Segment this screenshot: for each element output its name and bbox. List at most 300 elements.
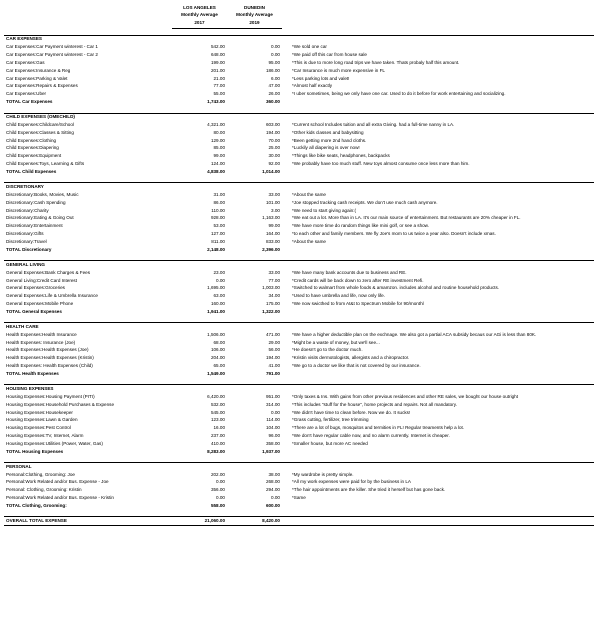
- row-note: *We have more time do random things like mini golf, or see a show.: [292, 223, 430, 229]
- row-label: Child Expenses:Childcare/School: [6, 121, 74, 127]
- table-row: [4, 269, 594, 277]
- row-note: *We sold one car: [292, 44, 327, 50]
- table-row: [4, 129, 594, 137]
- section-title-text: CAR EXPENSES: [4, 35, 172, 43]
- row-label: Housing Expenses:Utilities (Power, Water, Gas): [6, 440, 103, 446]
- section-total-row: [4, 168, 594, 176]
- row-note: *We now swicthed to from At&t to Spectrum Mobile for 90/monthl: [292, 301, 424, 307]
- header-dunedin-subtitle: Monthly Average: [236, 12, 273, 18]
- row-gap: [282, 75, 290, 83]
- total-note: [290, 502, 594, 510]
- row-label: Housing Expenses:Pest Control: [6, 425, 71, 431]
- total-gap: [282, 246, 290, 254]
- row-la-value: 21.00: [213, 75, 225, 81]
- section-note-blank: [290, 113, 594, 121]
- row-gap: [282, 401, 290, 409]
- section-dn-blank: [227, 323, 282, 331]
- table-row: [4, 153, 594, 161]
- row-gap: [282, 479, 290, 487]
- row-label: Personal:Work Related and/or Bus. Expense - Joe: [6, 479, 109, 485]
- section-header-discretionary: [4, 183, 594, 191]
- section-dn-blank: [227, 463, 282, 471]
- row-label: Health Expenses: Health Expenses (Child): [6, 363, 93, 369]
- row-label: Discretionary:Entertainment: [6, 223, 63, 229]
- row-dn-value: 0.00: [271, 495, 280, 501]
- row-dn-value: 3.00: [271, 207, 280, 213]
- total-dn-value: 1,937.00: [262, 448, 280, 454]
- table-row: [4, 440, 594, 448]
- grand-total-la-value: 21,060.00: [172, 517, 227, 526]
- table-row: [4, 277, 594, 285]
- row-note: *We go to a doctor we like that is not covered by our insurance.: [292, 363, 421, 369]
- row-note: *Grass cutting, fertilizer, tree trimming: [292, 417, 369, 423]
- row-dn-value: 99.00: [268, 223, 280, 229]
- row-note: *We have a higher deductible plan on the exchnage. We also got a partial ACA subsidy becaus our AGi is less than 80K.: [292, 331, 537, 337]
- row-la-value: 80.00: [213, 129, 225, 135]
- row-note: *Less parking lots and valet!: [292, 75, 350, 81]
- row-dn-value: 34.00: [268, 293, 280, 299]
- row-note: *All my work expenses were paid for by the business in LA: [292, 479, 411, 485]
- total-label: TOTAL General Expenses: [6, 308, 62, 314]
- row-dn-value: 268.00: [265, 479, 280, 485]
- row-label: General Living:Credit Card Interest: [6, 277, 77, 283]
- row-note: *Used to have umbrella and life, now only life.: [292, 293, 385, 299]
- table-row: [4, 471, 594, 479]
- row-gap: [282, 67, 290, 75]
- table-row: [4, 487, 594, 495]
- row-label: Car Expenses:Uber: [6, 91, 47, 97]
- row-la-value: 1,506.00: [207, 331, 225, 337]
- total-dn-value: 2,396.00: [262, 246, 280, 252]
- section-dn-blank: [227, 261, 282, 269]
- row-label: Car Expenses:Parking & Valet: [6, 75, 68, 81]
- section-total-row: [4, 370, 594, 378]
- row-dn-value: 186.00: [265, 67, 280, 73]
- total-la-value: 558.00: [210, 503, 225, 508]
- section-note-blank: [290, 261, 594, 269]
- row-label: General Expenses:Life & Umbrella Insurance: [6, 293, 98, 299]
- row-note: *About the same: [292, 238, 326, 244]
- header-sub-blank: [4, 12, 172, 20]
- section-note-blank: [290, 183, 594, 191]
- row-label: Car Expenses:Insurance & Reg: [6, 67, 71, 73]
- section-la-blank: [172, 35, 227, 43]
- row-gap: [282, 355, 290, 363]
- spacer-row: [4, 510, 594, 517]
- header-gap-2: [282, 12, 290, 20]
- row-la-value: 1,695.00: [207, 285, 225, 291]
- row-gap: [282, 440, 290, 448]
- row-dn-value: 95.00: [268, 59, 280, 65]
- table-row: [4, 401, 594, 409]
- row-gap: [282, 425, 290, 433]
- row-label: Car Expenses:Gas: [6, 59, 45, 65]
- section-dn-blank: [227, 35, 282, 43]
- row-dn-value: 0.00: [271, 44, 280, 50]
- row-dn-value: 92.00: [268, 161, 280, 167]
- section-gap: [282, 183, 290, 191]
- row-dn-value: 194.00: [265, 355, 280, 361]
- row-dn-value: 26.00: [268, 91, 280, 97]
- section-total-row: [4, 98, 594, 106]
- total-gap: [282, 308, 290, 316]
- table-row: [4, 231, 594, 239]
- row-note: *We didn't have time to clean before. Now we do. It sucks!: [292, 409, 411, 415]
- total-la-value: 8,283.00: [207, 448, 225, 454]
- table-row: [4, 161, 594, 169]
- row-la-value: 532.00: [210, 401, 225, 407]
- total-note: [290, 448, 594, 456]
- section-title-text: HOUSING EXPENSES: [4, 385, 172, 393]
- row-label: Car Expenses:Car Payment winterest - Car 1: [6, 44, 98, 50]
- row-gap: [282, 432, 290, 440]
- row-gap: [282, 199, 290, 207]
- section-note-blank: [290, 35, 594, 43]
- row-la-value: 199.00: [210, 59, 225, 65]
- row-label: Personal:Clothing, Grooming: Joe: [6, 471, 75, 477]
- table-row: [4, 199, 594, 207]
- row-la-value: 85.00: [213, 145, 225, 151]
- row-la-value: 201.00: [210, 67, 225, 73]
- row-note: *Credit cards will be back down to zero after RE investment Refi.: [292, 277, 424, 283]
- row-dn-value: 314.00: [265, 401, 280, 407]
- row-dn-value: 47.00: [268, 83, 280, 89]
- row-gap: [282, 51, 290, 59]
- row-la-value: 356.00: [210, 487, 225, 493]
- row-la-value: 53.00: [213, 223, 225, 229]
- row-la-value: 0.00: [216, 495, 225, 501]
- grand-total-dn-value: 8,420.00: [227, 517, 282, 526]
- row-gap: [282, 269, 290, 277]
- section-total-row: [4, 246, 594, 254]
- row-note: *Things like bike seats, headphones, backpacks: [292, 153, 390, 159]
- total-label: TOTAL Clothing, Grooming:: [6, 503, 67, 508]
- total-note: [290, 168, 594, 176]
- row-label: Discretionary:Cash Spending: [6, 199, 66, 205]
- section-la-blank: [172, 323, 227, 331]
- row-label: Health Expenses:Health Insurance: [6, 331, 77, 337]
- row-gap: [282, 339, 290, 347]
- row-gap: [282, 331, 290, 339]
- table-row: [4, 425, 594, 433]
- row-note: *Might be a waste of money, but we'll see...: [292, 339, 380, 345]
- row-label: Discretionary:Travel: [6, 238, 47, 244]
- section-dn-blank: [227, 183, 282, 191]
- row-dn-value: 358.00: [265, 440, 280, 446]
- table-row: [4, 355, 594, 363]
- row-gap: [282, 293, 290, 301]
- spacer-cell: [4, 28, 594, 35]
- row-label: Child Expenses:Clothing: [6, 137, 57, 143]
- section-la-blank: [172, 183, 227, 191]
- row-note: *We eat out a lot. More than in LA. It's our main source of entertainment. But restaurants are 20% cheaper in FL.: [292, 215, 521, 221]
- row-label: General Expenses:Bank Charges & Fees: [6, 269, 91, 275]
- row-label: Discretionary:Eating & Going Out: [6, 215, 74, 221]
- table-row: [4, 238, 594, 246]
- row-label: Car Expenses:Repairs & Expenses: [6, 83, 78, 89]
- row-note: *Only taxes & Ins. With gains from other previous residences and other RE sales, we bought our house outright: [292, 393, 518, 399]
- row-note: *We probably have too much stuff. New toys almost consume once less more than him.: [292, 161, 470, 167]
- row-note: *There are a lot of bugs, mosquitos and termities in FL! Regular treaments help a lot.: [292, 425, 465, 431]
- section-header-car-expenses: [4, 35, 594, 43]
- row-note: *This includes "stuff for the house", home projects and repairs. Not all mandatory.: [292, 401, 457, 407]
- spacer-cell: [4, 254, 594, 261]
- header-notes-blank-3: [290, 20, 594, 28]
- row-note: *We have many bank accounts due to business and RE.: [292, 269, 407, 275]
- section-la-blank: [172, 261, 227, 269]
- spacer-cell: [4, 106, 594, 113]
- grand-total-gap: [282, 517, 290, 526]
- total-label: TOTAL Health Expenses: [6, 370, 59, 376]
- table-row: [4, 145, 594, 153]
- row-note: *Same: [292, 495, 306, 501]
- row-dn-value: 41.00: [268, 363, 280, 369]
- table-row: [4, 215, 594, 223]
- row-dn-value: 6.00: [271, 75, 280, 81]
- row-note: *Luckily all diapering is over now!: [292, 145, 360, 151]
- row-la-value: 410.00: [210, 440, 225, 446]
- row-note: *This is due to more long road trips we have taken. Thats probaly half this amount.: [292, 59, 460, 65]
- section-la-blank: [172, 463, 227, 471]
- row-dn-value: 194.00: [265, 129, 280, 135]
- row-dn-value: 104.00: [265, 425, 280, 431]
- header-year-blank: [4, 20, 172, 28]
- row-la-value: 55.00: [213, 91, 225, 97]
- table-row: [4, 75, 594, 83]
- row-gap: [282, 495, 290, 503]
- row-la-value: 4,321.00: [207, 121, 225, 127]
- section-gap: [282, 323, 290, 331]
- table-row: [4, 59, 594, 67]
- row-gap: [282, 300, 290, 308]
- row-dn-value: 101.00: [265, 199, 280, 205]
- row-gap: [282, 231, 290, 239]
- spacer-row: [4, 176, 594, 183]
- row-note: *About the same: [292, 191, 326, 197]
- section-header-general-living: [4, 261, 594, 269]
- row-la-value: 160.00: [210, 301, 225, 307]
- row-note: *Kristin visits dermotologists, allergists and a chiropractor.: [292, 355, 410, 361]
- row-la-value: 129.00: [210, 137, 225, 143]
- row-label: Child Expenses:Diapering: [6, 145, 59, 151]
- section-title-text: DISCRETIONARY: [4, 183, 172, 191]
- total-note: [290, 246, 594, 254]
- row-la-value: 106.00: [210, 347, 225, 353]
- header-notes-blank-2: [290, 12, 594, 20]
- row-note: *Almost half exactly: [292, 83, 333, 89]
- row-label: Health Expenses:Health Expenses (Kristin): [6, 355, 94, 361]
- row-note: *I uber sometimes, being we only have one car. Used to do it before for work entertaining and socializing.: [292, 91, 506, 97]
- total-dn-value: 1,014.00: [262, 169, 280, 174]
- row-dn-value: 471.00: [265, 331, 280, 337]
- spacer-row: [4, 316, 594, 323]
- total-label: TOTAL Car Expenses: [6, 99, 53, 105]
- section-gap: [282, 35, 290, 43]
- row-label: Discretionary:Gifts: [6, 231, 44, 237]
- spacer-row: [4, 106, 594, 113]
- row-dn-value: 294.00: [265, 487, 280, 493]
- total-la-value: 1,941.00: [207, 308, 225, 314]
- row-gap: [282, 145, 290, 153]
- table-row: [4, 83, 594, 91]
- row-gap: [282, 285, 290, 293]
- budget-table: [4, 4, 594, 526]
- row-dn-value: 1,003.00: [262, 285, 280, 291]
- row-la-value: 16.00: [213, 425, 225, 431]
- row-note: *Other kids classes and babysitting: [292, 129, 364, 135]
- section-la-blank: [172, 385, 227, 393]
- table-row: [4, 137, 594, 145]
- row-la-value: 6,420.00: [207, 393, 225, 399]
- section-title-text: GENERAL LIVING: [4, 261, 172, 269]
- row-la-value: 124.00: [210, 161, 225, 167]
- total-gap: [282, 448, 290, 456]
- total-label: TOTAL Housing Expenses: [6, 448, 64, 454]
- total-gap: [282, 98, 290, 106]
- total-dn-value: 600.00: [265, 503, 280, 508]
- row-la-value: 928.00: [210, 215, 225, 221]
- table-row: [4, 44, 594, 52]
- row-dn-value: 33.00: [268, 269, 280, 275]
- row-la-value: 0.00: [216, 479, 225, 485]
- row-note: *We paid off this car from house sale: [292, 52, 367, 57]
- section-la-blank: [172, 113, 227, 121]
- table-row: [4, 51, 594, 59]
- table-row: [4, 479, 594, 487]
- row-dn-value: 1,163.00: [262, 215, 280, 221]
- table-body: [4, 4, 594, 526]
- row-label: Health Expenses: Insurance (Joe): [6, 339, 76, 345]
- row-la-value: 68.00: [213, 339, 225, 345]
- row-la-value: 202.00: [210, 471, 225, 477]
- section-dn-blank: [227, 385, 282, 393]
- header-city-dunedin: DUNEDIN: [244, 4, 265, 10]
- section-note-blank: [290, 385, 594, 393]
- header-label-blank: [4, 4, 172, 12]
- row-label: Health Expenses:Health Expenses (Joe): [6, 347, 89, 353]
- table-row: [4, 285, 594, 293]
- row-la-value: 23.00: [213, 269, 225, 275]
- total-dn-value: 360.00: [265, 99, 280, 105]
- spacer-cell: [4, 316, 594, 323]
- section-title-text: CHILD EXPENSES (OMECHILD): [4, 113, 172, 121]
- row-gap: [282, 153, 290, 161]
- section-header-housing-expenses: [4, 385, 594, 393]
- table-row: [4, 339, 594, 347]
- row-note: *Car Insurance is much more expensive in FL: [292, 67, 385, 73]
- row-gap: [282, 83, 290, 91]
- row-note: *My wardrobe is pretty simple.: [292, 471, 354, 477]
- row-label: Child Expenses:Equipment: [6, 153, 62, 159]
- row-label: General Expenses:Groceries: [6, 285, 65, 291]
- header-row-subtitle: [4, 12, 594, 20]
- row-la-value: 63.00: [213, 293, 225, 299]
- row-dn-value: 0.00: [271, 409, 280, 415]
- row-la-value: 648.00: [210, 52, 225, 57]
- section-gap: [282, 113, 290, 121]
- total-dn-value: 791.00: [265, 370, 280, 376]
- row-label: Discretionary:Books, Movies, Music: [6, 191, 79, 197]
- header-row-city: [4, 4, 594, 12]
- row-note: *Smaller house, but more AC needed: [292, 440, 368, 446]
- row-la-value: 127.00: [210, 231, 225, 237]
- total-note: [290, 98, 594, 106]
- header-la-subtitle: Monthly Average: [181, 12, 218, 18]
- section-note-blank: [290, 323, 594, 331]
- table-row: [4, 223, 594, 231]
- row-dn-value: 70.00: [268, 137, 280, 143]
- row-gap: [282, 161, 290, 169]
- spacer-row: [4, 28, 594, 35]
- row-gap: [282, 363, 290, 371]
- grand-total-label: OVERALL TOTAL EXPENSE: [4, 517, 172, 526]
- row-dn-value: 114.00: [266, 417, 280, 423]
- table-row: [4, 300, 594, 308]
- total-gap: [282, 370, 290, 378]
- row-label: Car Expenses:Car Payment winterest - Car 2: [6, 52, 98, 57]
- spacer-row: [4, 378, 594, 385]
- table-row: [4, 67, 594, 75]
- total-dn-value: 1,322.00: [262, 308, 280, 314]
- table-row: [4, 91, 594, 99]
- row-gap: [282, 191, 290, 199]
- header-gap: [282, 4, 290, 12]
- table-row: [4, 409, 594, 417]
- row-label: Housing Expenses:Housekeeper: [6, 409, 73, 415]
- row-gap: [282, 347, 290, 355]
- section-header-health-care: [4, 323, 594, 331]
- header-notes-blank: [290, 4, 594, 12]
- table-row: [4, 432, 594, 440]
- row-gap: [282, 487, 290, 495]
- row-label: Housing Expenses:Housing Payment (PITI): [6, 393, 95, 399]
- spacer-cell: [4, 378, 594, 385]
- spacer-row: [4, 254, 594, 261]
- header-gap-3: [282, 20, 290, 28]
- row-dn-value: 29.00: [268, 339, 280, 345]
- row-gap: [282, 121, 290, 129]
- section-title-text: PERSONAL: [4, 463, 172, 471]
- row-note: *Been getting more 2nd hand cloths.: [292, 137, 367, 143]
- row-la-value: 86.00: [213, 199, 225, 205]
- row-gap: [282, 44, 290, 52]
- spacer-cell: [4, 510, 594, 517]
- table-row: [4, 331, 594, 339]
- section-total-row: [4, 502, 594, 510]
- row-gap: [282, 129, 290, 137]
- row-la-value: 0.00: [216, 277, 225, 283]
- row-dn-value: 77.00: [268, 277, 280, 283]
- table-row: [4, 347, 594, 355]
- section-header-personal: [4, 463, 594, 471]
- row-note: *Current school Includes tuition and all extra Giving. had a full-time nanny in LA.: [292, 121, 455, 127]
- row-label: Housing Expenses:Lawn & Garden: [6, 417, 78, 423]
- total-note: [290, 370, 594, 378]
- section-gap: [282, 261, 290, 269]
- table-row: [4, 417, 594, 425]
- section-header-child-expenses: [4, 113, 594, 121]
- row-la-value: 99.00: [213, 153, 225, 159]
- row-label: Personal: Clothing, Grooming: Kristin: [6, 487, 82, 493]
- row-gap: [282, 277, 290, 285]
- total-gap: [282, 502, 290, 510]
- header-dunedin-year: 2019: [227, 20, 282, 28]
- spacer-row: [4, 456, 594, 463]
- row-gap: [282, 417, 290, 425]
- row-note: *We don't have regular cable now, and no alarm currently. Internet is cheaper.: [292, 433, 450, 439]
- section-gap: [282, 463, 290, 471]
- row-dn-value: 38.00: [268, 471, 280, 477]
